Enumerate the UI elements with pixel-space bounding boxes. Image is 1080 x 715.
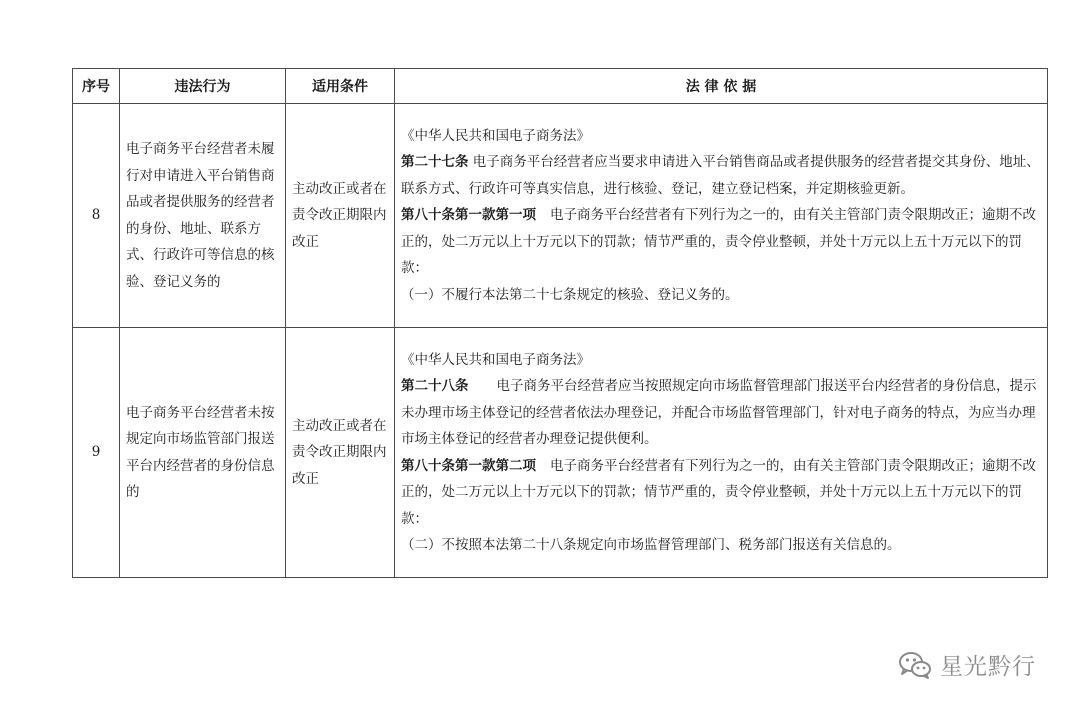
- article-item: （一）不履行本法第二十七条规定的核验、登记义务的。: [401, 286, 739, 303]
- legal-basis-cell: [395, 328, 1048, 578]
- header-condition: 适用条件: [286, 69, 395, 104]
- table-row: [73, 104, 1048, 328]
- header-serial: 序号: [73, 69, 120, 104]
- header-violation: 违法行为: [120, 69, 286, 104]
- row-number: 9: [73, 328, 120, 578]
- article-title: 第二十八条: [401, 378, 469, 394]
- article-paragraph: [401, 149, 1041, 202]
- header-legal-basis: 法 律 依 据: [395, 69, 1048, 104]
- article-paragraph: [401, 373, 1041, 453]
- row-number: 8: [73, 104, 120, 328]
- wechat-icon: [898, 650, 932, 680]
- article-text: 电子商务平台经营者有下列行为之一的，由有关主管部门责令限期改正；逾期不改正的，处二万元以上十万元以下的罚款；情节严重的，责令停业整顿，并处十万元以上五十万元以下的罚款：: [401, 207, 1036, 277]
- condition-cell: 主动改正或者在责令改正期限内改正: [286, 104, 395, 328]
- article-title: 第八十条第一款第二项: [401, 457, 536, 474]
- violation-cell: 电子商务平台经营者未按规定向市场监管部门报送平台内经营者的身份信息的: [120, 328, 286, 578]
- article-text: 电子商务平台经营者应当按照规定向市场监督管理部门报送平台内经营者的身份信息，提示未办理市场主体登记的经营者依法办理登记，并配合市场监督管理部门，针对电子商务的特点，为应当办理市场主体登记的经营者办理登记提供便利。: [401, 378, 1037, 447]
- law-name: 《中华人民共和国电子商务法》: [401, 351, 590, 368]
- table-header-row: [73, 69, 1048, 104]
- condition-cell: 主动改正或者在责令改正期限内改正: [286, 328, 395, 578]
- article-text: 电子商务平台经营者有下列行为之一的，由有关主管部门责令限期改正；逾期不改正的，处二万元以上十万元以下的罚款；情节严重的，责令停业整顿，并处十万元以上五十万元以下的罚款：: [401, 457, 1036, 527]
- legal-basis-cell: [395, 104, 1048, 328]
- article-title: 第八十条第一款第一项: [401, 207, 536, 224]
- law-table: [72, 68, 1048, 578]
- watermark-text: 星光黔行: [940, 654, 1036, 680]
- article-item: （二）不按照本法第二十八条规定向市场监督管理部门、税务部门报送有关信息的。: [401, 537, 901, 553]
- article-paragraph: [401, 453, 1041, 533]
- article-title: 第二十七条: [401, 154, 469, 171]
- law-name: 《中华人民共和国电子商务法》: [401, 127, 590, 144]
- article-paragraph: [401, 202, 1041, 282]
- violation-cell: 电子商务平台经营者未履行对申请进入平台销售商品或者提供服务的经营者的身份、地址、联系方式、行政许可等信息的核验、登记义务的: [120, 104, 286, 328]
- article-text: 电子商务平台经营者应当要求申请进入平台销售商品或者提供服务的经营者提交其身份、地址、联系方式、行政许可等真实信息，进行核验、登记，建立登记档案，并定期核验更新。: [401, 154, 1040, 197]
- account-watermark: [898, 648, 1036, 681]
- table-row: [73, 328, 1048, 578]
